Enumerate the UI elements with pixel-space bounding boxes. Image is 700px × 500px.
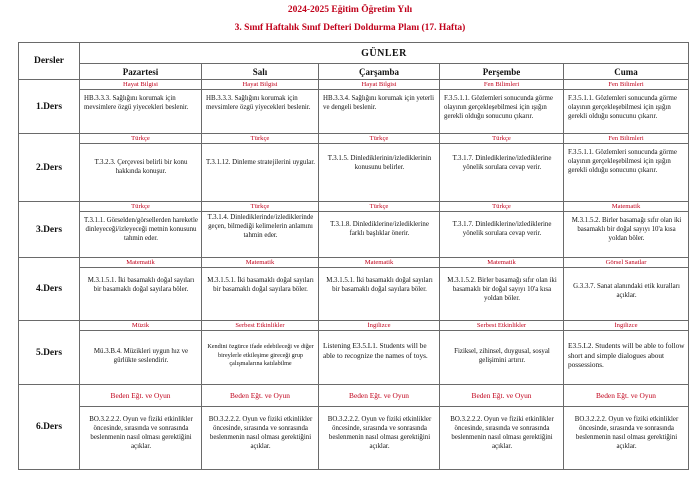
subject-label: Beden Eğt. ve Oyun <box>80 385 201 407</box>
plan-cell <box>564 321 689 385</box>
plan-cell <box>564 80 689 134</box>
table-row <box>19 202 689 258</box>
subject-label: Serbest Etkinlikler <box>440 321 563 331</box>
subject-label: Türkçe <box>202 134 318 144</box>
table-row <box>19 321 689 385</box>
objective-text: Listening E3.5.L1. Students will be able to recognize the names of toys. <box>323 341 428 360</box>
table-row <box>19 80 689 134</box>
plan-cell <box>80 321 202 385</box>
header-row-days <box>19 64 689 80</box>
plan-cell <box>440 80 564 134</box>
table-row <box>19 385 689 470</box>
objective-text: F.3.5.1.1. Gözlemleri sonucunda görme olayının gerçekleşebilmesi için ışığın gerekli olduğu sonucunu çıkarır. <box>568 149 677 174</box>
objective-text: M.3.1.5.1. İki basamaklı doğal sayıları bir basamaklı doğal sayılara böler. <box>207 277 314 293</box>
subject-label: Beden Eğt. ve Oyun <box>440 385 563 407</box>
subject-label: Fen Bilimleri <box>564 80 688 90</box>
objective-text: HB.3.3.3. Sağlığını korumak için mevsimlere özgü yiyecekleri beslenir. <box>206 95 311 111</box>
lesson-label: 1.Ders <box>19 80 80 134</box>
subject-label: Türkçe <box>80 202 201 212</box>
plan-cell <box>440 258 564 321</box>
objective-text: M.3.1.5.2. Birler basamağı sıfır olan iki basamaklı bir doğal sayıyı 10'a kısa yoldan böler. <box>447 277 557 302</box>
objective-text: T.3.1.1. Görselden/görsellerden hareketle dinleyeceği/izleyeceği metnin konusunu tahmin eder. <box>84 217 198 242</box>
plan-cell <box>80 134 202 202</box>
plan-cell <box>564 134 689 202</box>
subject-label: Müzik <box>80 321 201 331</box>
subject-label: Matematik <box>564 202 688 212</box>
objective-text: Mü.3.B.4. Müzikleri uygun hız ve gürlükte seslendirir. <box>93 348 189 364</box>
objective-text: F.3.5.1.1. Gözlemleri sonucunda görme olayının gerçekleşebilmesi için ışığın gerekli olduğu sonucunu çıkarır. <box>444 95 553 120</box>
objective-text: T.3.1.7. Dinlediklerine/izlediklerine yönelik sorulara cevap verir. <box>452 221 552 237</box>
subject-label: Serbest Etkinlikler <box>202 321 318 331</box>
objective-text: T.3.1.5. Dinlediklerinin/izlediklerinin konusunu belirler. <box>327 155 432 171</box>
subject-label: Görsel Sanatlar <box>564 258 688 268</box>
subject-label: Türkçe <box>319 134 439 144</box>
day-header-sali: Salı <box>202 64 319 80</box>
objective-text: F.3.5.1.1. Gözlemleri sonucunda görme olayının gerçekleşebilmesi için ışığın gerekli olduğu sonucunu çıkarır. <box>568 95 677 120</box>
subject-label: Türkçe <box>440 134 563 144</box>
plan-cell <box>319 385 440 470</box>
objective-text: E3.5.L2. Students will be able to follow short and simple dialogues about possessions. <box>568 341 685 369</box>
subject-label: İngilizce <box>564 321 688 331</box>
plan-cell <box>319 321 440 385</box>
plan-cell <box>319 202 440 258</box>
subject-label: Türkçe <box>440 202 563 212</box>
plan-cell <box>80 202 202 258</box>
plan-cell <box>202 80 319 134</box>
subject-label: Matematik <box>319 258 439 268</box>
plan-cell <box>202 202 319 258</box>
subject-label: Hayat Bilgisi <box>202 80 318 90</box>
plan-cell <box>202 258 319 321</box>
objective-text: T.3.2.3. Çerçevesi belirli bir konu hakkında konuşur. <box>94 159 188 175</box>
lesson-label: 6.Ders <box>19 385 80 470</box>
subject-label: Türkçe <box>202 202 318 212</box>
plan-cell <box>202 321 319 385</box>
document-title: 2024-2025 Eğitim Öğretim Yılı <box>287 5 413 15</box>
subject-label: Beden Eğt. ve Oyun <box>319 385 439 407</box>
plan-cell <box>319 134 440 202</box>
objective-text: Fiziksel, zihinsel, duygusal, sosyal gelişimini artırır. <box>454 348 550 364</box>
plan-cell <box>202 134 319 202</box>
plan-cell <box>564 258 689 321</box>
plan-cell <box>440 134 564 202</box>
day-header-carsamba: Çarşamba <box>319 64 440 80</box>
header-dersler: Dersler <box>19 43 80 80</box>
day-header-pazartesi: Pazartesi <box>80 64 202 80</box>
subject-label: Beden Eğt. ve Oyun <box>564 385 688 407</box>
objective-text: M.3.1.5.1. İki basamaklı doğal sayıları bir basamaklı doğal sayılara böler. <box>87 277 195 293</box>
objective-text: M.3.1.5.1. İki basamaklı doğal sayıları bir basamaklı doğal sayılara böler. <box>326 277 433 293</box>
plan-cell <box>80 258 202 321</box>
day-header-persembe: Perşembe <box>440 64 564 80</box>
objective-text: BO.3.2.2.2. Oyun ve fiziki etkinlikler öncesinde, sırasında ve sonrasında beslenmenin nasıl olması gerektiğini açıklar. <box>89 416 193 450</box>
objective-text: M.3.1.5.2. Birler basamağı sıfır olan iki basamaklı bir doğal sayıyı 10'a kısa yoldan böler. <box>571 217 682 242</box>
objective-text: Kendini özgürce ifade edebileceği ve diğer bireylerle etkileşime gireceği grup çalışmalarına katılabilme <box>207 343 314 367</box>
plan-cell <box>80 80 202 134</box>
lesson-label: 2.Ders <box>19 134 80 202</box>
header-gunler: GÜNLER <box>80 43 689 64</box>
subject-label: Matematik <box>440 258 563 268</box>
lesson-label: 5.Ders <box>19 321 80 385</box>
objective-text: HB.3.3.3. Sağlığını korumak için mevsimlere özgü yiyecekleri beslenir. <box>84 95 189 111</box>
document-subtitle: 3. Sınıf Haftalık Sınıf Defteri Doldurma Planı (17. Hafta) <box>234 23 466 33</box>
objective-text: BO.3.2.2.2. Oyun ve fiziki etkinlikler öncesinde, sırasında ve sonrasında beslenmenin nasıl olması gerektiğini açıklar. <box>450 416 554 450</box>
subject-label: Hayat Bilgisi <box>319 80 439 90</box>
objective-text: BO.3.2.2.2. Oyun ve fiziki etkinlikler öncesinde, sırasında ve sonrasında beslenmenin nasıl olması gerektiğini açıklar. <box>574 416 679 450</box>
subject-label: Beden Eğt. ve Oyun <box>202 385 318 407</box>
objective-text: BO.3.2.2.2. Oyun ve fiziki etkinlikler öncesinde, sırasında ve sonrasında beslenmenin nasıl olması gerektiğini açıklar. <box>327 416 432 450</box>
table-row <box>19 258 689 321</box>
objective-text: BO.3.2.2.2. Oyun ve fiziki etkinlikler öncesinde, sırasında ve sonrasında beslenmenin nasıl olması gerektiğini açıklar. <box>208 416 313 450</box>
weekly-plan-table <box>18 42 689 470</box>
table-row <box>19 134 689 202</box>
plan-cell <box>440 321 564 385</box>
lesson-label: 3.Ders <box>19 202 80 258</box>
plan-cell <box>440 385 564 470</box>
objective-text: T.3.1.7. Dinlediklerine/izlediklerine yönelik sorulara cevap verir. <box>452 155 552 171</box>
subject-label: Türkçe <box>80 134 201 144</box>
plan-cell <box>202 385 319 470</box>
plan-cell <box>564 385 689 470</box>
plan-cell <box>440 202 564 258</box>
subject-label: Hayat Bilgisi <box>80 80 201 90</box>
subject-label: Matematik <box>202 258 318 268</box>
plan-cell <box>80 385 202 470</box>
header-row-gunler <box>19 43 689 64</box>
subject-label: Fen Bilimleri <box>564 134 688 144</box>
objective-text: G.3.3.7. Sanat alanındaki etik kuralları açıklar. <box>573 283 680 299</box>
plan-cell <box>564 202 689 258</box>
plan-cell <box>319 80 440 134</box>
day-header-cuma: Cuma <box>564 64 689 80</box>
objective-text: HB.3.3.4. Sağlığını korumak için yeterli ve dengeli beslenir. <box>323 95 435 111</box>
subject-label: Fen Bilimleri <box>440 80 563 90</box>
objective-text: T.3.1.12. Dinleme stratejilerini uygular. <box>206 159 315 166</box>
plan-cell <box>319 258 440 321</box>
objective-text: T.3.1.4. Dinlediklerinde/izlediklerinde geçen, bilmediği kelimelerin anlamını tahmin eder. <box>207 214 314 239</box>
subject-label: Matematik <box>80 258 201 268</box>
subject-label: Türkçe <box>319 202 439 212</box>
lesson-label: 4.Ders <box>19 258 80 321</box>
subject-label: İngilizce <box>319 321 439 331</box>
objective-text: T.3.1.8. Dinlediklerine/izlediklerine farklı başlıklar önerir. <box>330 221 429 237</box>
